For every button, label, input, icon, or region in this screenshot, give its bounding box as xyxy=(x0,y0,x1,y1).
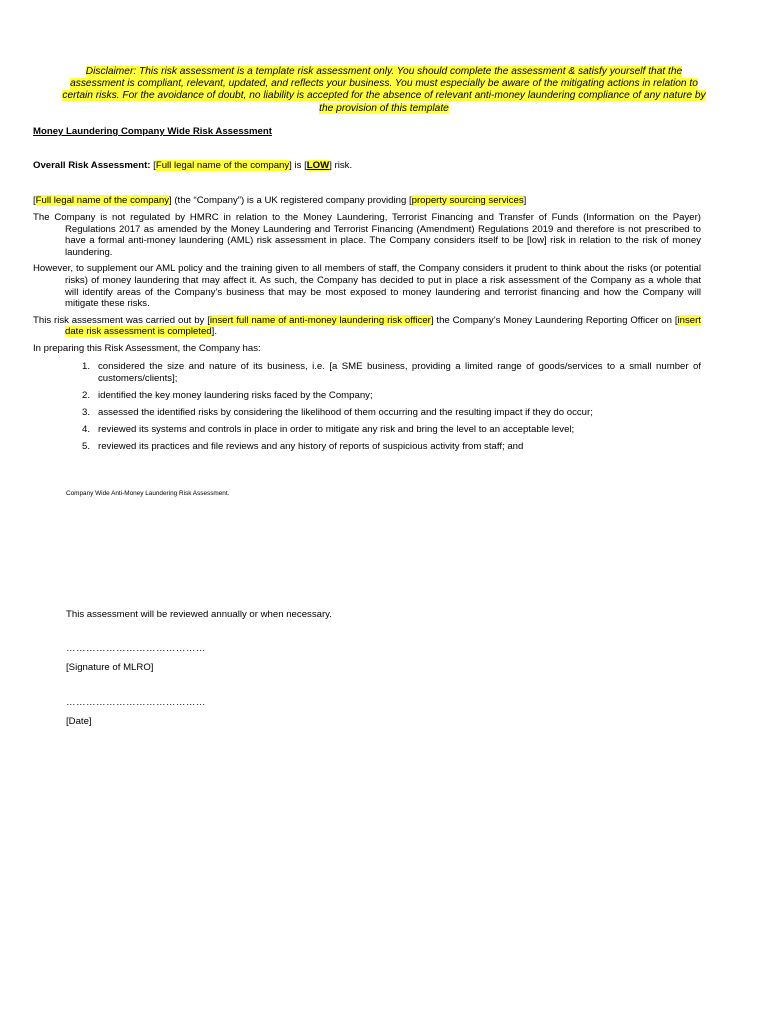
document-title: Money Laundering Company Wide Risk Assessment xyxy=(33,126,272,137)
company-name-placeholder: Full legal name of the company xyxy=(155,160,290,171)
paragraph-regulation: The Company is not regulated by HMRC in relation to the Money Laundering, Terrorist Financing and Transfer of Funds (Information on the Payer) Regulations 2017 as amended by the Money Laundering and Terrorist Financing (Amendment) Regulations 2019 and therefore is not prescribed to have a formal anti-money laundering (AML) risk assessment in place. The Company considers itself to be [low] risk in relation to the risk of money laundering. xyxy=(33,212,701,258)
disclaimer xyxy=(60,66,708,115)
list-number: 2. xyxy=(82,389,91,401)
list-text: reviewed its systems and controls in place in order to mitigate any risk and bring the level to an acceptable level; xyxy=(98,423,575,435)
list-item xyxy=(82,424,701,436)
list-text: assessed the identified risks by considering the likelihood of them occurring and the resulting impact if they do occur; xyxy=(98,406,593,418)
services-placeholder: property sourcing services xyxy=(411,195,524,206)
overall-risk-label: Overall Risk Assessment: xyxy=(33,160,151,171)
paragraph-supplement: However, to supplement our AML policy and the training given to all members of staff, the Company considers it prudent to think about the risks (or potential risks) of money laundering that may affect it. As such, the Company has decided to put in place a risk assessment of the Company as a whole that will identify areas of the Company’s business that may be most exposed to money laundering and terrorist financing and how the Company will mitigate these risks. xyxy=(33,263,701,310)
disclaimer-text: Disclaimer: This risk assessment is a template risk assessment only. You should complete the assessment & satisfy yourself that the assessment is compliant, relevant, updated, and reflects your business. You must especially be aware of the mitigating actions in relation to certain risks. For the avoidance of doubt, no liability is accepted for the absence of relevant anti-money laundering compliance of any nature by the provision of this template xyxy=(62,66,706,114)
list-number: 3. xyxy=(82,406,91,418)
date-line: …………………………………… xyxy=(66,697,206,708)
paragraph-carried-out: This risk assessment was carried out by [insert full name of anti-money laundering risk officer] the Company’s Money Laundering Reporting Officer on [insert date risk assessment is completed]. xyxy=(33,314,701,338)
review-text: This assessment will be reviewed annually or when necessary. xyxy=(66,609,332,620)
signature-line: …………………………………… xyxy=(66,643,206,654)
overall-risk-line: Overall Risk Assessment: [Full legal name of the company] is [LOW] risk. xyxy=(33,160,353,171)
officer-placeholder: insert full name of anti-money laundering risk officer xyxy=(209,314,431,326)
list-item xyxy=(82,441,701,453)
p3-start: This risk assessment was carried out by xyxy=(33,314,205,326)
intro-company-placeholder: Full legal name of the company xyxy=(35,195,169,206)
p3-end: . xyxy=(214,326,217,338)
list-item xyxy=(82,361,701,384)
paragraph-preparing: In preparing this Risk Assessment, the Company has: xyxy=(33,342,261,354)
body-paragraphs xyxy=(33,212,701,360)
intro-line: [Full legal name of the company] (the “Company”) is a UK registered company providing [property sourcing services] xyxy=(33,195,527,206)
list-number: 1. xyxy=(82,361,91,372)
overall-is-text: is xyxy=(294,160,302,171)
list-item xyxy=(82,390,701,402)
list-item xyxy=(82,407,701,419)
p3-middle: the Company’s Money Laundering Reporting Officer on xyxy=(436,314,672,326)
date-placeholder: insert date risk assessment is completed xyxy=(65,314,701,338)
date-label: [Date] xyxy=(66,716,92,727)
list-number: 4. xyxy=(82,423,91,435)
list-text: identified the key money laundering risks faced by the Company; xyxy=(98,389,373,401)
steps-list xyxy=(82,361,701,458)
signature-label: [Signature of MLRO] xyxy=(66,662,154,673)
overall-suffix: risk. xyxy=(334,160,353,171)
list-text: reviewed its practices and file reviews and any history of reports of suspicious activity from staff; and xyxy=(98,440,524,452)
list-number: 5. xyxy=(82,440,91,452)
list-text: considered the size and nature of its business, i.e. [a SME business, providing a limited range of goods/services to a small number of customers/clients]; xyxy=(98,361,701,384)
intro-middle: (the “Company”) is a UK registered company providing xyxy=(174,195,407,206)
footer-note: Company Wide Anti-Money Laundering Risk Assessment. xyxy=(66,490,230,497)
risk-level: LOW xyxy=(306,160,330,171)
